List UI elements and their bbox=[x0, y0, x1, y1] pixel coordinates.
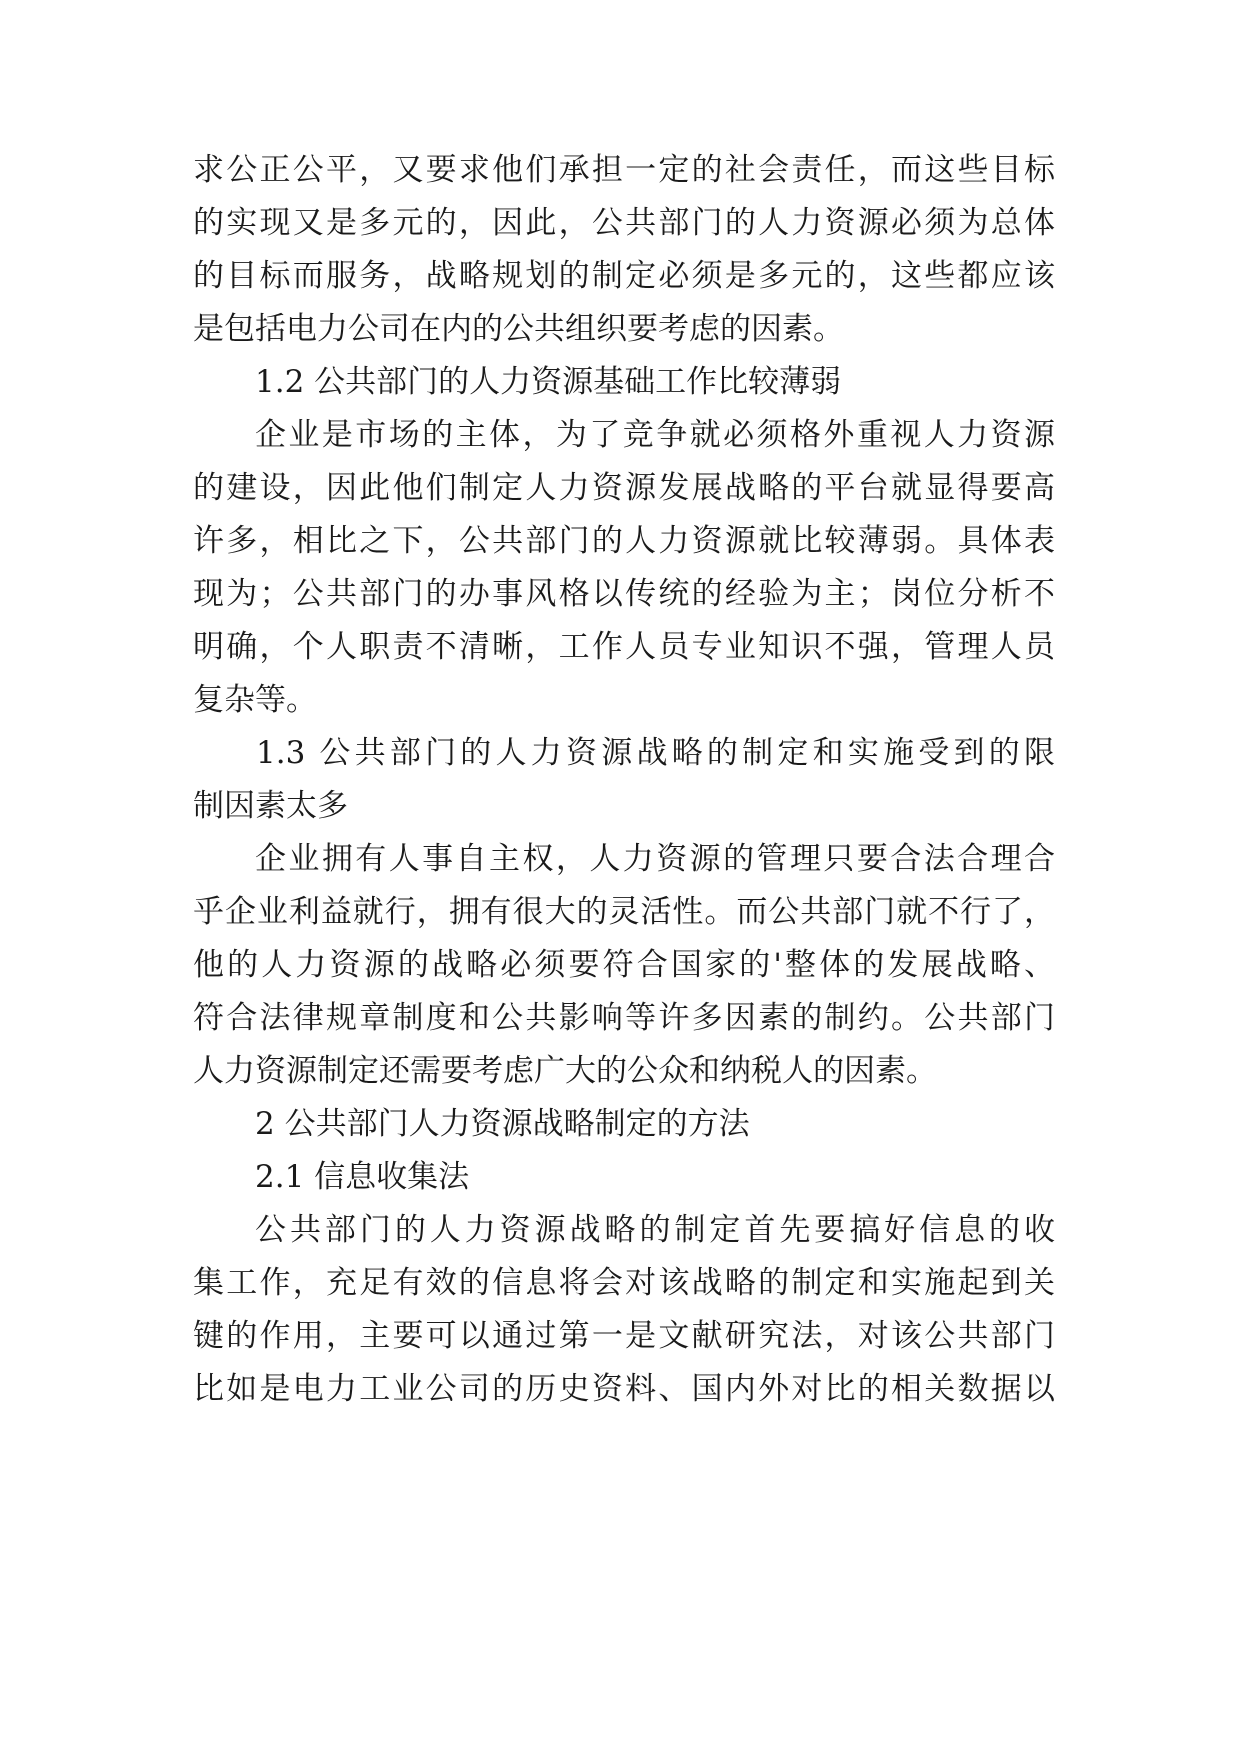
section-heading: 1.2 公共部门的人力资源基础工作比较薄弱 bbox=[255, 364, 842, 400]
text-line: 明确，个人职责不清晰，工作人员专业知识不强，管理人员 bbox=[193, 629, 1055, 665]
text-line: 符合法律规章制度和公共影响等许多因素的制约。公共部门 bbox=[193, 1000, 1055, 1036]
text-line: 的建设，因此他们制定人力资源发展战略的平台就显得要高 bbox=[193, 470, 1055, 506]
text-line: 现为；公共部门的办事风格以传统的经验为主；岗位分析不 bbox=[193, 576, 1055, 612]
text-line: 键的作用，主要可以通过第一是文献研究法，对该公共部门 bbox=[193, 1318, 1055, 1354]
text-line: 公共部门的人力资源战略的制定首先要搞好信息的收 bbox=[255, 1212, 1055, 1248]
section-heading: 1.3 公共部门的人力资源战略的制定和实施受到的限 bbox=[256, 735, 1055, 771]
section-heading: 2.1 信息收集法 bbox=[255, 1159, 470, 1195]
document-page bbox=[193, 0, 1055, 1754]
text-line: 是包括电力公司在内的公共组织要考虑的因素。 bbox=[193, 311, 844, 347]
text-line: 他的人力资源的战略必须要符合国家的'整体的发展战略、 bbox=[193, 947, 1055, 983]
text-line: 的目标而服务，战略规划的制定必须是多元的，这些都应该 bbox=[193, 258, 1055, 294]
text-line: 企业拥有人事自主权，人力资源的管理只要合法合理合 bbox=[255, 841, 1055, 877]
text-line: 求公正公平，又要求他们承担一定的社会责任，而这些目标 bbox=[193, 152, 1055, 188]
text-line: 人力资源制定还需要考虑广大的公众和纳税人的因素。 bbox=[193, 1053, 937, 1089]
text-line: 许多，相比之下，公共部门的人力资源就比较薄弱。具体表 bbox=[193, 523, 1055, 559]
section-heading: 2 公共部门人力资源战略制定的方法 bbox=[255, 1106, 750, 1142]
text-line: 比如是电力工业公司的历史资料、国内外对比的相关数据以 bbox=[193, 1371, 1055, 1407]
text-line: 的实现又是多元的，因此，公共部门的人力资源必须为总体 bbox=[193, 205, 1055, 241]
text-line: 乎企业利益就行，拥有很大的灵活性。而公共部门就不行了， bbox=[193, 894, 1055, 930]
text-line: 复杂等。 bbox=[193, 682, 317, 718]
text-line: 企业是市场的主体，为了竞争就必须格外重视人力资源 bbox=[255, 417, 1055, 453]
section-heading-cont: 制因素太多 bbox=[193, 788, 348, 824]
text-line: 集工作，充足有效的信息将会对该战略的制定和实施起到关 bbox=[193, 1265, 1055, 1301]
